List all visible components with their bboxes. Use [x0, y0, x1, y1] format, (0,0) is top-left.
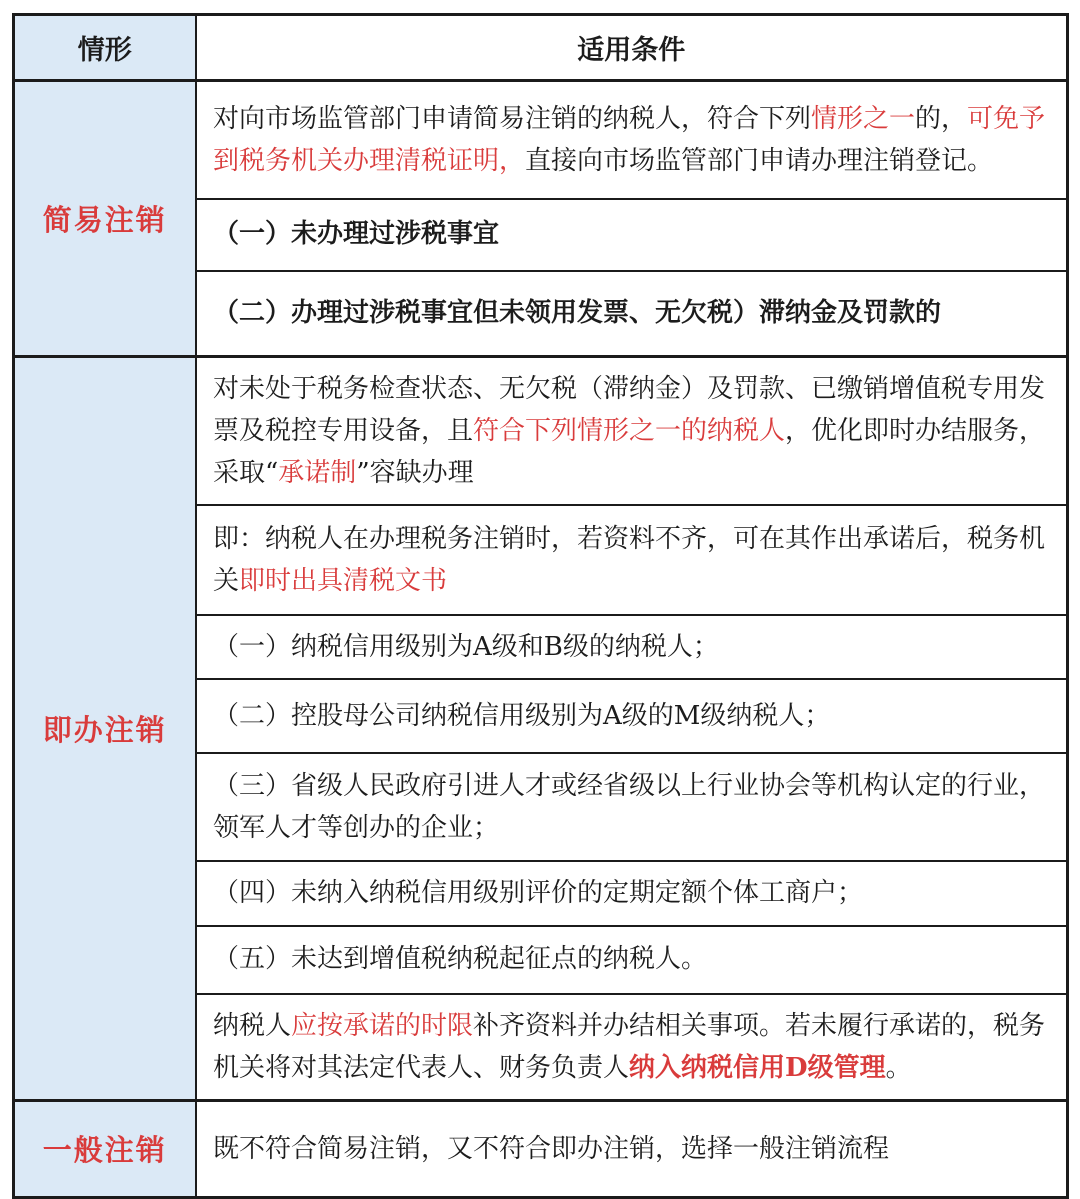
simple-item-1-cell [196, 199, 1067, 271]
text-segment: （五）未达到增值税纳税起征点的纳税人。 [213, 944, 708, 975]
text-segment: 既不符合简易注销，又不符合即办注销，选择一般注销流程 [213, 1133, 890, 1164]
text-segment: （二）控股母公司纳税信用级别为A级的M级纳税人； [213, 701, 831, 732]
table-row [13, 81, 1067, 199]
group-label-immediate-deregistration: 即办注销 [13, 357, 196, 1101]
text-segment: 的， [915, 103, 968, 134]
tax-deregistration-table [12, 13, 1069, 1199]
text-segment: ”容缺办理 [356, 458, 474, 489]
immediate-item-1-cell [196, 615, 1067, 679]
group-label-general-deregistration: 一般注销 [13, 1100, 196, 1197]
immediate-warning-cell [196, 994, 1067, 1101]
text-segment: （四）未纳入纳税信用级别评价的定期定额个体工商户； [213, 878, 864, 909]
highlighted-text-segment: 符合下列情形之一的纳税人 [473, 416, 786, 447]
text-segment: （一）纳税信用级别为A级和B级的纳税人； [213, 632, 719, 663]
text-segment: 纳税人 [213, 1010, 292, 1041]
group-label-simple-deregistration: 简易注销 [13, 81, 196, 357]
text-segment: 补齐资料并办结相关事项。若未履行承诺的，税务机关将对其法定代表人、财务负责人 [213, 1010, 1046, 1083]
immediate-item-3-cell [196, 753, 1067, 861]
immediate-item-2-cell [196, 679, 1067, 753]
text-segment: （二）办理过涉税事宜但未领用发票、无欠税）滞纳金及罚款的 [213, 298, 942, 329]
text-segment: ，优化即时办结服务，采取“ [213, 416, 1046, 489]
highlighted-text-segment: 承诺制 [278, 458, 357, 489]
immediate-item-5-cell [196, 926, 1067, 994]
simple-item-2-cell [196, 271, 1067, 357]
text-segment: 对未处于税务检查状态、无欠税（滞纳金）及罚款、已缴销增值税专用发票及税控专用设备，且 [213, 374, 1046, 447]
table-row [13, 1100, 1067, 1197]
highlighted-text-segment: 可免予到税务机关办理清税证明， [213, 103, 1046, 176]
header-cell-situation: 情形 [13, 15, 196, 81]
text-segment: 对向市场监管部门申请简易注销的纳税人，符合下列 [213, 103, 812, 134]
table-row [13, 357, 1067, 506]
text-segment: 即：纳税人在办理税务注销时，若资料不齐，可在其作出承诺后，税务机关 [213, 524, 1046, 597]
text-segment: 直接向市场监管部门申请办理注销登记。 [525, 145, 994, 176]
immediate-intro-cell [196, 357, 1067, 506]
highlighted-text-segment: 即时出具清税文书 [239, 566, 448, 597]
simple-intro-cell [196, 81, 1067, 199]
highlighted-text-segment: 纳入纳税信用D级管理 [629, 1052, 886, 1083]
text-segment: （三）省级人民政府引进人才或经省级以上行业协会等机构认定的行业，领军人才等创办的企业； [213, 771, 1046, 844]
header-cell-conditions: 适用条件 [196, 15, 1067, 81]
highlighted-text-segment: 应按承诺的时限 [291, 1010, 474, 1041]
highlighted-text-segment: 情形之一 [811, 103, 916, 134]
text-segment: （一）未办理过涉税事宜 [213, 219, 500, 250]
header-row [13, 15, 1067, 81]
immediate-item-4-cell [196, 861, 1067, 925]
immediate-explain-cell [196, 505, 1067, 615]
text-segment: 。 [885, 1052, 912, 1083]
general-condition-cell [196, 1100, 1067, 1197]
